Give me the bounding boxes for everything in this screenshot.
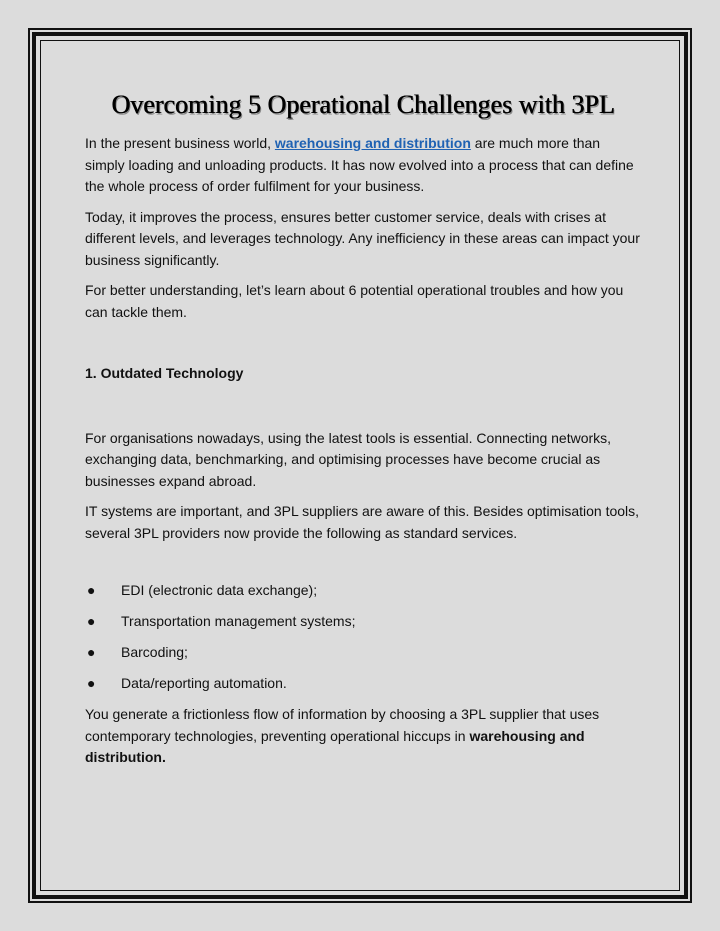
paragraph-better-understanding: For better understanding, let’s learn about 6 potential operational troubles and how you can tackle them. [85, 282, 624, 320]
paragraph-organisations: For organisations nowadays, using the latest tools is essential. Connecting networks, exchanging data, benchmarking, and optimising processes have become crucial as businesses expand abroad. [85, 429, 612, 489]
paragraph-today: Today, it improves the process, ensures better customer service, deals with crises at different levels, and leverages technology. Any inefficiency in these areas can impact your business significantly. [85, 208, 640, 268]
services-bullet-list [85, 580, 641, 695]
document-content [85, 87, 641, 778]
intro-text-after-link: are much more than simply loading and unloading products. It has now evolved into a process that can define the whole process of order fulfilment for your business. [85, 135, 634, 194]
intro-paragraph [85, 133, 641, 198]
list-item-text: Barcoding; [121, 644, 188, 660]
closing-paragraph [85, 704, 641, 769]
list-item [85, 673, 641, 695]
intro-text-before-link: In the present business world, [85, 135, 275, 151]
bullet-dot-icon: ● [87, 644, 96, 660]
document-title: Overcoming 5 Operational Challenges with 3PL [111, 90, 615, 119]
list-item-text: Transportation management systems; [121, 613, 356, 629]
paragraph-it-systems: IT systems are important, and 3PL suppliers are aware of this. Besides optimisation tools, several 3PL providers now provide the following as standard services. [85, 503, 640, 541]
bullet-dot-icon: ● [87, 582, 96, 598]
bullet-dot-icon: ● [87, 675, 96, 691]
closing-bold-text: warehousing and distribution. [85, 727, 585, 765]
list-item [85, 611, 641, 633]
closing-text: You generate a frictionless flow of information by choosing a 3PL supplier that uses contemporary technologies, preventing operational hiccups in [85, 706, 600, 744]
bullet-dot-icon: ● [87, 613, 96, 629]
warehousing-distribution-link[interactable]: warehousing and distribution [274, 135, 471, 151]
list-item-text: EDI (electronic data exchange); [121, 582, 318, 598]
list-item [85, 642, 641, 664]
section-heading-outdated-technology: 1. Outdated Technology [85, 365, 244, 381]
document-page [41, 41, 679, 890]
list-item-text: Data/reporting automation. [121, 675, 287, 691]
list-item [85, 580, 641, 602]
